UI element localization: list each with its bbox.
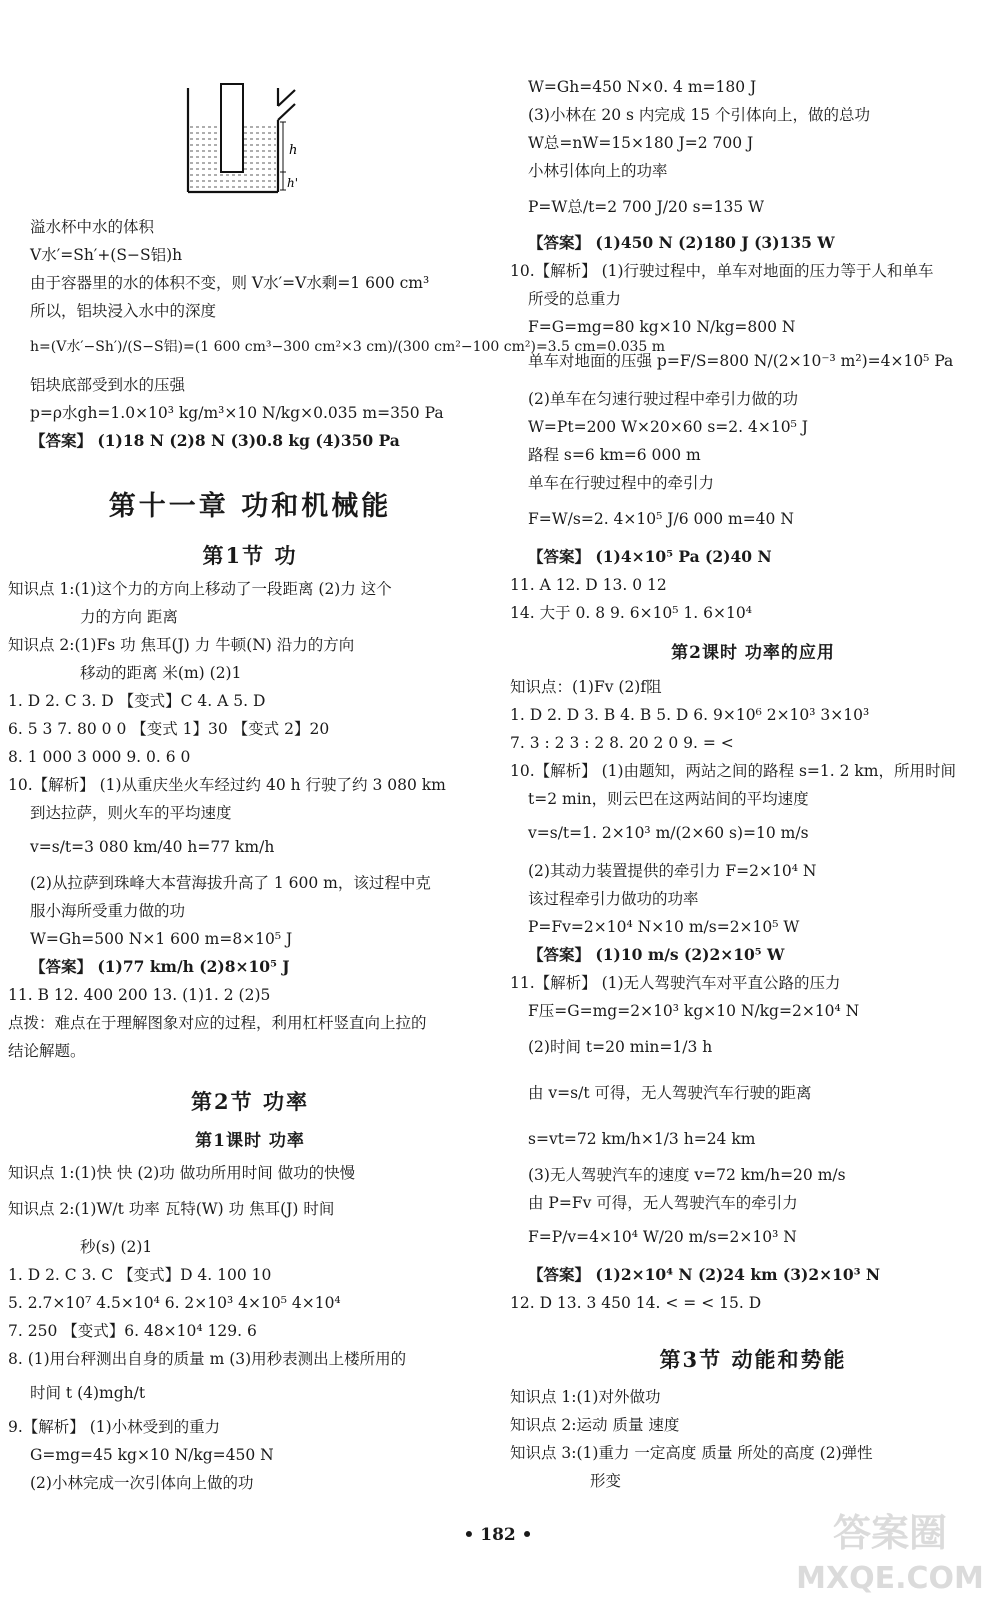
text-line: 11.【解析】 (1)无人驾驶汽车对平直公路的压力 xyxy=(510,974,841,992)
watermark-bottom-text: MXQE.COM xyxy=(796,1561,984,1596)
answer-line: 【答案】 (1)4×10⁵ Pa (2)40 N xyxy=(528,547,772,566)
text-line: 点拨：难点在于理解图象对应的过程，利用杠杆竖直向上拉的 xyxy=(8,1014,427,1032)
text-line: W=Gh=500 N×1 600 m=8×10⁵ J xyxy=(30,930,293,948)
text-line: 11. B 12. 400 200 13. (1)1. 2 (2)5 xyxy=(8,986,271,1004)
text-line: 10.【解析】 (1)从重庆坐火车经过约 40 h 行驶了约 3 080 km xyxy=(8,776,446,794)
text-line: (2)其动力装置提供的牵引力 F=2×10⁴ N xyxy=(528,862,817,880)
text-line: 知识点：(1)Fv (2)f阻 xyxy=(510,678,662,696)
text-line: (3)小林在 20 s 内完成 15 个引体向上，做的总功 xyxy=(528,106,870,124)
text-line: 时间 t (4)mgh/t xyxy=(30,1384,146,1402)
formula-line: 单车对地面的压强 p=F/S=800 N/(2×10⁻³ m²)=4×10⁵ Pa xyxy=(528,352,954,370)
text-line: 8. (1)用台秤测出自身的质量 m (3)用秒表测出上楼所用的 xyxy=(8,1350,407,1368)
formula-line: v=s/t=3 080 km/40 h=77 km/h xyxy=(30,838,275,856)
text-line: 知识点 3:(1)重力 一定高度 质量 所处的高度 (2)弹性 xyxy=(510,1444,873,1462)
answer-line: 【答案】 (1)450 N (2)180 J (3)135 W xyxy=(528,233,835,252)
answer-line: 【答案】 (1)18 N (2)8 N (3)0.8 kg (4)350 Pa xyxy=(30,431,400,450)
text-line: V水′=Sh′+(S−S铝)h xyxy=(30,246,183,264)
text-line: (2)单车在匀速行驶过程中牵引力做的功 xyxy=(528,390,798,408)
text-line: 1. D 2. C 3. D 【变式】C 4. A 5. D xyxy=(8,692,266,710)
text-line: 所以，铝块浸入水中的深度 xyxy=(30,302,217,320)
watermark-top-text: 答案圈 xyxy=(832,1511,948,1555)
text-line: W=Gh=450 N×0. 4 m=180 J xyxy=(528,78,757,96)
watermark-logo xyxy=(790,1498,990,1596)
formula-line: F=P/v=4×10⁴ W/20 m/s=2×10³ N xyxy=(528,1228,797,1246)
text-line: F=G=mg=80 kg×10 N/kg=800 N xyxy=(528,318,796,336)
text-line: 10.【解析】 (1)由题知，两站之间的路程 s=1. 2 km，所用时间 xyxy=(510,762,956,780)
text-line: 14. 大于 0. 8 9. 6×10⁵ 1. 6×10⁴ xyxy=(510,604,752,622)
text-line: 11. A 12. D 13. 0 12 xyxy=(510,576,667,594)
text-line: 由 v=s/t 可得，无人驾驶汽车行驶的距离 xyxy=(528,1084,812,1102)
text-line: 结论解题。 xyxy=(8,1042,86,1060)
text-line: G=mg=45 kg×10 N/kg=450 N xyxy=(30,1446,274,1464)
answer-line: 【答案】 (1)10 m/s (2)2×10⁵ W xyxy=(528,945,785,964)
text-line: W=Pt=200 W×20×60 s=2. 4×10⁵ J xyxy=(528,418,808,436)
text-line: (2)小林完成一次引体向上做的功 xyxy=(30,1474,254,1492)
text-line: 1. D 2. D 3. B 4. B 5. D 6. 9×10⁶ 2×10³ 3×10³ xyxy=(510,706,870,724)
text-line: 该过程牵引力做功的功率 xyxy=(528,890,699,908)
lesson-title: 第2课时 功率的应用 xyxy=(671,643,835,663)
formula-line: P=W总/t=2 700 J/20 s=135 W xyxy=(528,198,765,216)
text-line: 8. 1 000 3 000 9. 0. 6 0 xyxy=(8,748,191,766)
text-line: 知识点 1:(1)这个力的方向上移动了一段距离 (2)力 这个 xyxy=(8,580,392,598)
answer-line: 【答案】 (1)77 km/h (2)8×10⁵ J xyxy=(30,957,290,976)
text-line: 知识点 1:(1)对外做功 xyxy=(510,1388,661,1406)
figure-label-h: h xyxy=(289,143,298,158)
text-line: p=ρ水gh=1.0×10³ kg/m³×10 N/kg×0.035 m=350 Pa xyxy=(30,404,444,422)
overflow-cup-figure xyxy=(183,82,333,200)
text-line: (2)时间 t=20 min=1/3 h xyxy=(528,1038,713,1056)
formula-line: v=s/t=1. 2×10³ m/(2×60 s)=10 m/s xyxy=(528,824,809,842)
text-line: 移动的距离 米(m) (2)1 xyxy=(80,664,242,682)
formula-line: F=W/s=2. 4×10⁵ J/6 000 m=40 N xyxy=(528,510,794,528)
text-line: 10.【解析】 (1)行驶过程中，单车对地面的压力等于人和单车 xyxy=(510,262,934,280)
text-line: 知识点 2:运动 质量 速度 xyxy=(510,1416,680,1434)
text-line: 小林引体向上的功率 xyxy=(528,162,668,180)
figure-label-h-prime: h' xyxy=(287,176,299,190)
text-line: 秒(s) (2)1 xyxy=(80,1238,153,1256)
text-line: 力的方向 距离 xyxy=(80,608,178,626)
text-line: 知识点 2:(1)W/t 功率 瓦特(W) 功 焦耳(J) 时间 xyxy=(8,1200,335,1218)
section-title: 第2节 功率 xyxy=(191,1089,309,1114)
text-line: W总=nW=15×180 J=2 700 J xyxy=(528,134,754,152)
text-line: 6. 5 3 7. 80 0 0 【变式 1】30 【变式 2】20 xyxy=(8,720,330,738)
text-line: 所受的总重力 xyxy=(528,290,622,308)
page-number: • 182 • xyxy=(463,1525,533,1545)
text-line: t=2 min，则云巴在这两站间的平均速度 xyxy=(528,790,809,808)
text-line: (2)从拉萨到珠峰大本营海拔升高了 1 600 m，该过程中克 xyxy=(30,874,431,892)
text-line: 由于容器里的水的体积不变，则 V水′=V水剩=1 600 cm³ xyxy=(30,274,430,292)
formula-line: h=(V水′−Sh′)/(S−S铝)=(1 600 cm³−300 cm²×3 cm)/(300 cm²−100 cm²)=3.5 cm=0.035 m xyxy=(30,339,666,355)
text-line: 7. 250 【变式】6. 48×10⁴ 129. 6 xyxy=(8,1322,257,1340)
text-line: 知识点 1:(1)快 快 (2)功 做功所用时间 做功的快慢 xyxy=(8,1164,356,1182)
text-line: (3)无人驾驶汽车的速度 v=72 km/h=20 m/s xyxy=(528,1166,846,1184)
text-line: 服小海所受重力做的功 xyxy=(30,902,186,920)
text-line: 12. D 13. 3 450 14. < = < 15. D xyxy=(510,1294,762,1312)
text-line: F压=G=mg=2×10³ kg×10 N/kg=2×10⁴ N xyxy=(528,1002,860,1020)
text-line: 铝块底部受到水的压强 xyxy=(30,376,186,394)
text-line: 7. 3 : 2 3 : 2 8. 20 2 0 9. = < xyxy=(510,734,734,752)
text-line: P=Fv=2×10⁴ N×10 m/s=2×10⁵ W xyxy=(528,918,800,936)
chapter-title: 第十一章 功和机械能 xyxy=(108,491,392,522)
text-line: 溢水杯中水的体积 xyxy=(30,218,155,236)
text-line: 形变 xyxy=(590,1472,622,1490)
text-line: 1. D 2. C 3. C 【变式】D 4. 100 10 xyxy=(8,1266,272,1284)
section-title: 第1节 功 xyxy=(202,543,298,568)
text-line: 到达拉萨，则火车的平均速度 xyxy=(30,804,232,822)
lesson-title: 第1课时 功率 xyxy=(195,1131,305,1151)
text-line: 单车在行驶过程中的牵引力 xyxy=(528,474,715,492)
text-line: 9.【解析】 (1)小林受到的重力 xyxy=(8,1418,221,1436)
text-line: s=vt=72 km/h×1/3 h=24 km xyxy=(528,1130,756,1148)
answer-line: 【答案】 (1)2×10⁴ N (2)24 km (3)2×10³ N xyxy=(528,1265,881,1284)
text-line: 5. 2.7×10⁷ 4.5×10⁴ 6. 2×10³ 4×10⁵ 4×10⁴ xyxy=(8,1294,341,1312)
text-line: 由 P=Fv 可得，无人驾驶汽车的牵引力 xyxy=(528,1194,798,1212)
section-title: 第3节 动能和势能 xyxy=(659,1347,847,1372)
text-line: 路程 s=6 km=6 000 m xyxy=(528,446,701,464)
text-line: 知识点 2:(1)Fs 功 焦耳(J) 力 牛顿(N) 沿力的方向 xyxy=(8,636,355,654)
